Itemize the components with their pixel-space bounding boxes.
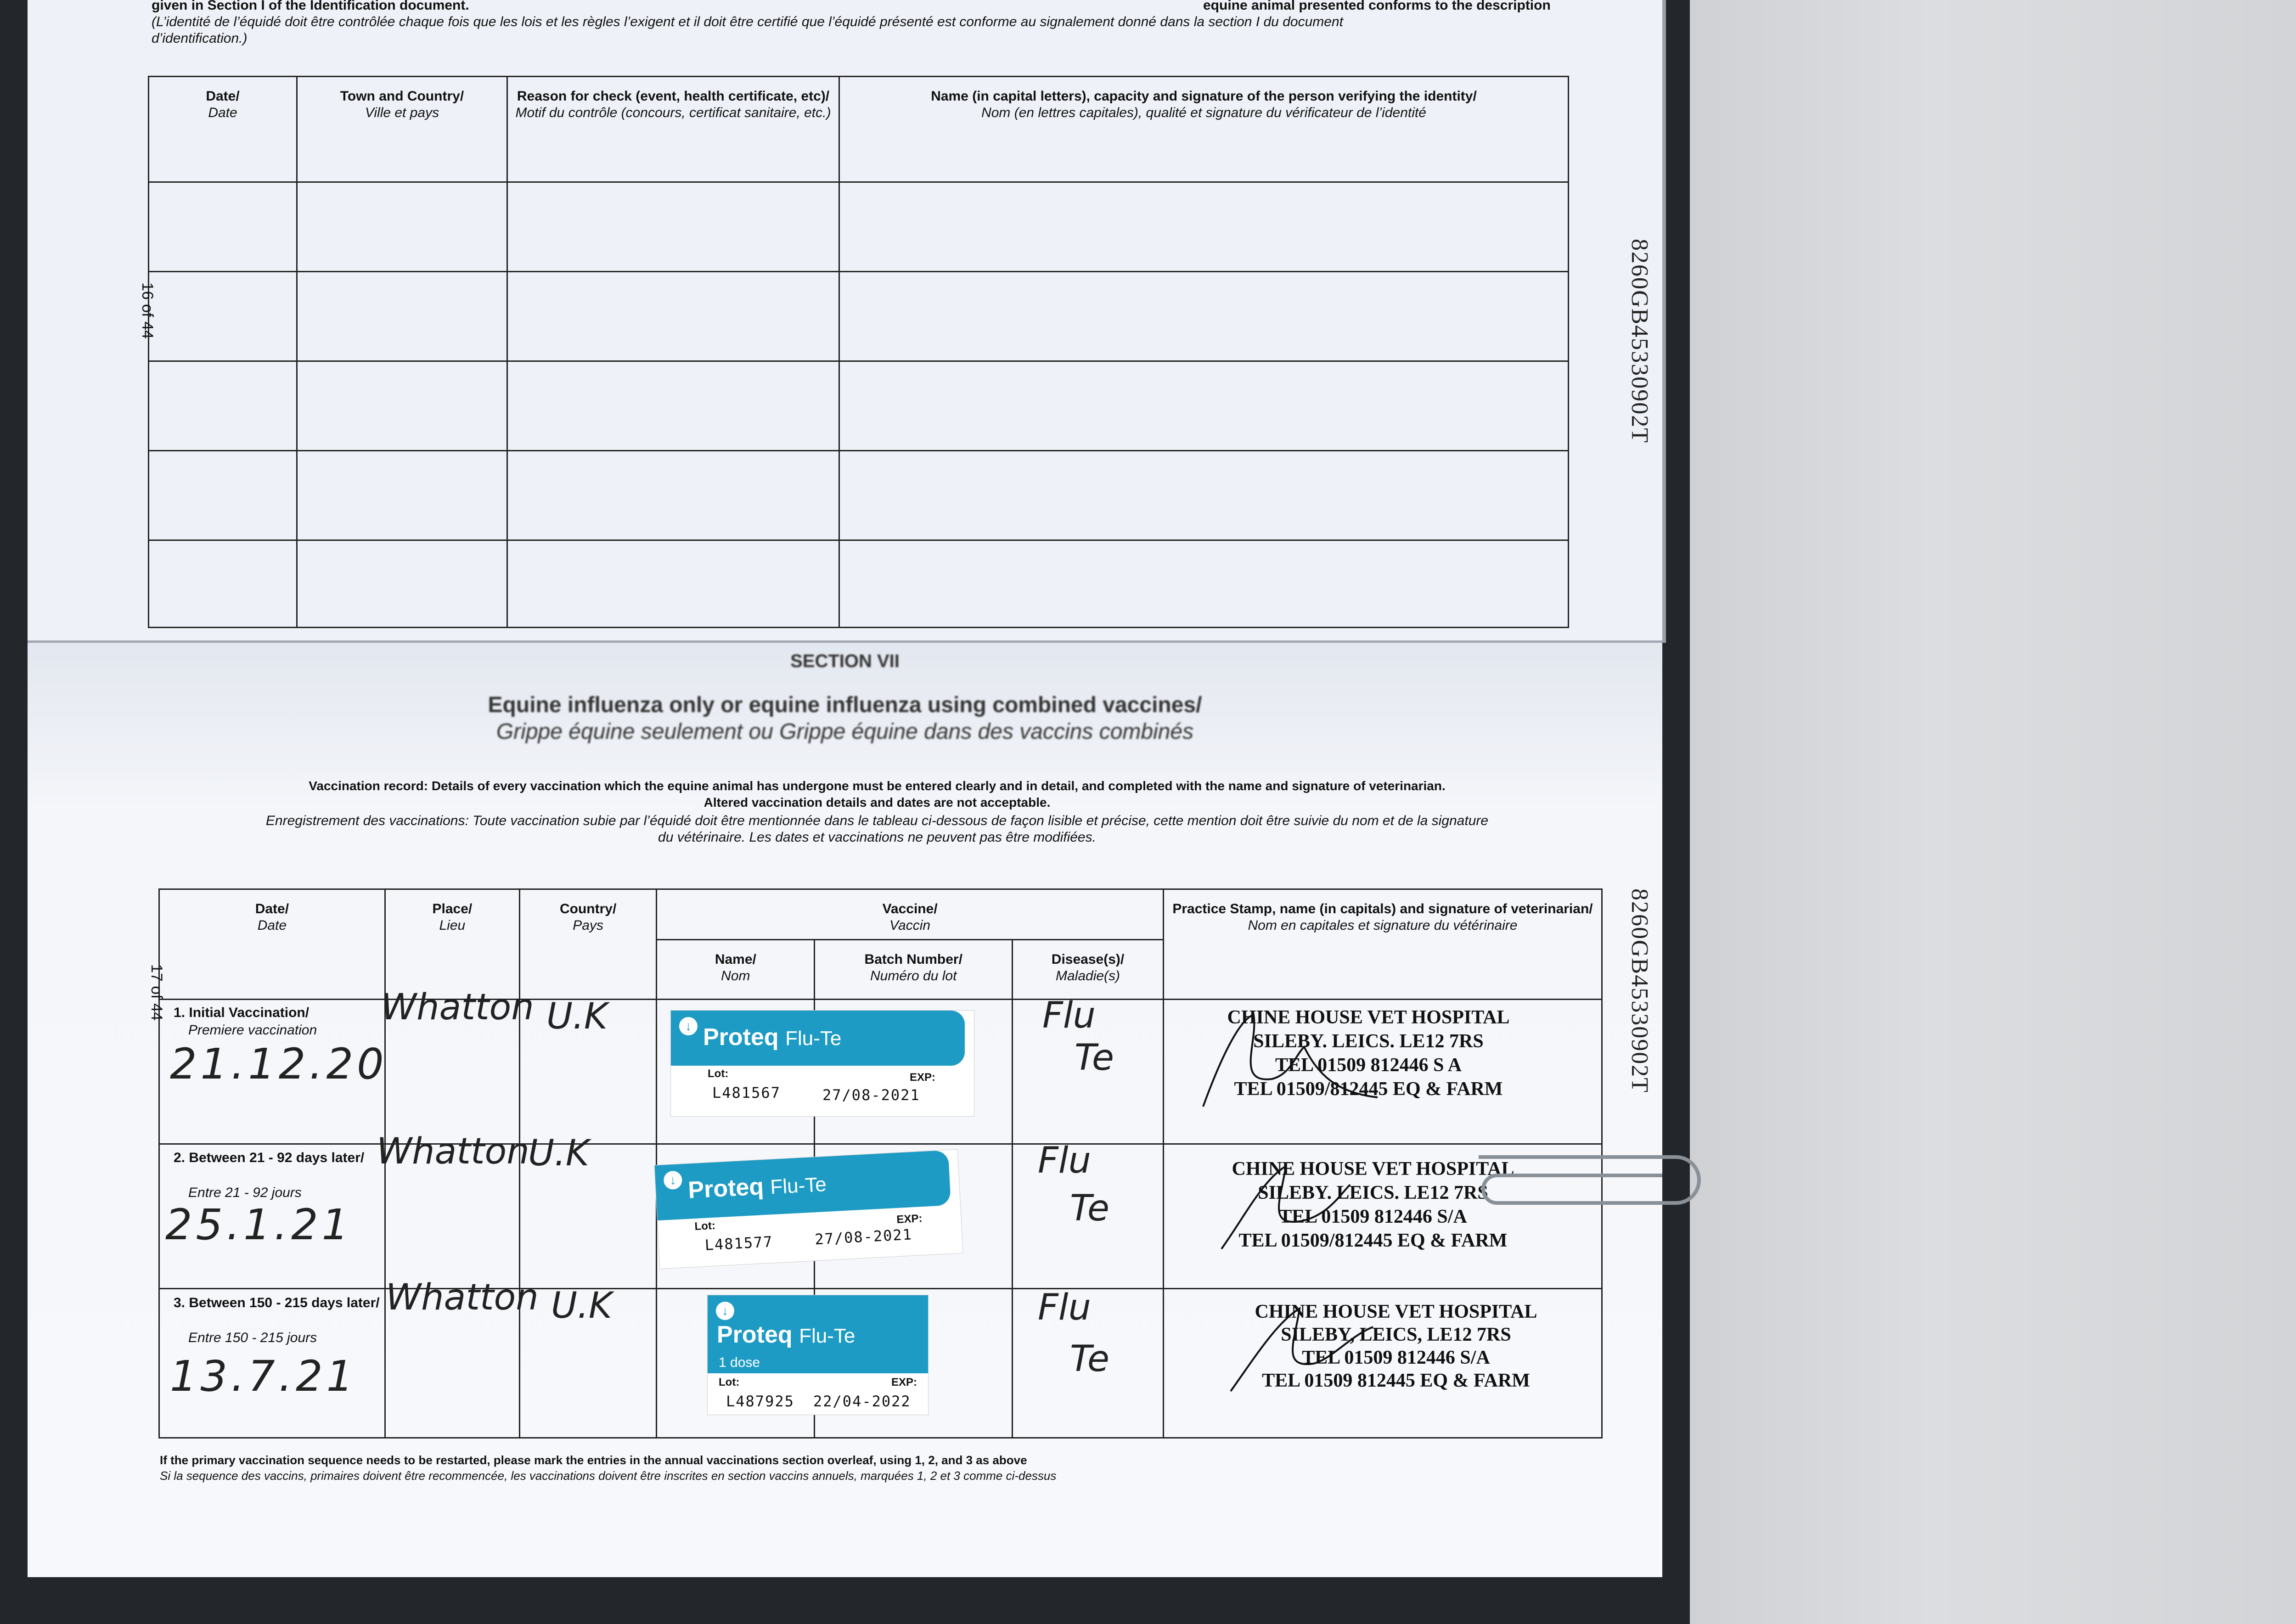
row3-practice-stamp: CHINE HOUSE VET HOSPITAL SILEBY, LEICS, LE12 7RS TEL 01509 812446 S/A TEL 01509 812445 EQ & FARM [1255,1301,1537,1391]
row2-label-fr: Entre 21 - 92 jours [188,1185,302,1200]
vaccine-brand: Proteq Flu-Te [703,1024,842,1051]
down-arrow-icon: ↓ [663,1170,682,1190]
cell [507,451,839,540]
row1-date: 21.12.20 [170,1040,388,1089]
row1-disease-2: Te [1075,1037,1114,1079]
vaccine-brand: Proteq Flu-Te [717,1321,855,1348]
lot-label: Lot: [694,1219,716,1233]
col-reason: Reason for check (event, health certificate, etc)/ Motif du contrôle (concours, certificat sanitaire, etc.) [507,77,839,182]
cell [839,361,1569,451]
cell [839,451,1569,540]
exp-label: EXP: [896,1212,923,1226]
cell [297,272,507,361]
cell [839,540,1569,628]
row3-signature [1221,1290,1451,1400]
row2-exp: 27/08-2021 [814,1225,913,1248]
col-practice-stamp: Practice Stamp, name (in capitals) and signature of veterinarian/ Nom en capitales et signature du vétérinaire [1163,889,1602,1000]
record-fr: Enregistrement des vaccinations: Toute vaccination subie par l’équidé doit être mentionnée dans le tableau ci-dessous de façon lisible et précise, cette mention doit être suivie du nom et de la signature [265,813,1489,828]
row3-disease-2: Te [1070,1338,1109,1380]
lot-label: Lot: [708,1068,729,1080]
row3-country: U.K [551,1285,613,1326]
passport-page-17 [28,643,1662,1577]
row2-date: 25.1.21 [165,1200,353,1249]
row3-disease-1: Flu [1038,1287,1091,1328]
section-title-en: Equine influenza only or equine influenza using combined vaccines/ [488,693,1202,717]
down-arrow-icon: ↓ [716,1302,734,1320]
row1-place: Whatton [381,987,534,1028]
row2-country: U.K [528,1133,590,1174]
row1-signature [1185,1001,1460,1111]
row1-label-fr: Premiere vaccination [188,1023,317,1038]
cell [149,361,297,451]
row3-lot: L487925 [726,1393,794,1410]
cell [297,361,507,451]
cell [149,451,297,540]
row2-label-en: 2. Between 21 - 92 days later/ [174,1150,365,1165]
row1-disease-1: Flu [1042,995,1096,1036]
down-arrow-icon: ↓ [679,1017,698,1035]
col-vaccine-name: Name/ Nom [657,940,815,1000]
intro-fr-2: d’identification.) [152,31,248,46]
row2-disease-2: Te [1070,1188,1109,1229]
row2-lot: L481577 [704,1233,774,1254]
side-code-bottom: 8260GB45330902T [1626,888,1653,1093]
col-place: Place/ Lieu [385,889,519,1000]
row1-practice-stamp: CHINE HOUSE VET HOSPITAL SILEBY. LEICS. LE12 7RS TEL 01509 812446 S A TEL 01509/812445 EQ & FARM [1227,1007,1510,1100]
lot-label: Lot: [719,1376,740,1388]
row3-dose: 1 dose [719,1355,760,1370]
vaccine-brand: Proteq Flu-Te [687,1173,827,1204]
exp-label: EXP: [910,1071,936,1084]
page-number-16: 16 of 44 [139,282,156,339]
cell [507,272,839,361]
col-town-country: Town and Country/ Ville et pays [297,77,507,182]
cell [149,272,297,361]
intro-fr: (L’identité de l’équidé doit être contrôlée chaque fois que les lois et les règles l’exigent et il doit être certifié que l’équidé présenté est conforme au signalement donné dans la section I du document [152,14,1343,29]
paper-clip-icon [1469,1148,1708,1212]
cell [839,182,1569,272]
cell [507,540,839,628]
col-batch-number: Batch Number/ Numéro du lot [815,940,1013,1000]
cell [149,182,297,272]
record-fr-2: du vétérinaire. Les dates et vaccinations ne peuvent pas être modifiées. [658,830,1096,845]
cell [507,361,839,451]
passport-page-16 [28,0,1666,643]
row2-disease-1: Flu [1038,1140,1091,1181]
row3-exp: 22/04-2022 [813,1393,911,1410]
row3-label-en: 3. Between 150 - 215 days later/ [174,1295,380,1310]
row3-date: 13.7.21 [170,1352,357,1401]
footer-en: If the primary vaccination sequence needs to be restarted, please mark the entries in the annual vaccinations section overleaf, using 1, 2, and 3 as above [160,1453,1027,1467]
col-disease: Disease(s)/ Maladie(s) [1013,940,1164,1000]
cell [297,451,507,540]
row2-signature [1212,1148,1442,1258]
row1-vaccine-label [670,1010,974,1117]
row3-vaccine-label [707,1295,929,1415]
row1-country: U.K [546,996,608,1037]
row2-practice-stamp: CHINE HOUSE VET HOSPITAL SILEBY. LEICS. LE12 7RS TEL 01509 812446 S/A TEL 01509/812445 EQ & FARM [1232,1158,1514,1251]
intro-en-right: equine animal presented conforms to the description [1203,0,1551,13]
record-en-2: Altered vaccination details and dates are not acceptable. [703,795,1051,809]
col-vaccine: Vaccine/ Vaccin [657,889,1164,940]
footer-fr: Si la sequence des vaccins, primaires doivent être recommencée, les vaccinations doivent être inscrites en section vaccins annuels, marquées 1, 2 et 3 comme ci-dessus [160,1469,1057,1483]
section-title-fr: Grippe équine seulement ou Grippe équine dans des vaccins combinés [496,719,1194,744]
identity-check-table [148,76,1569,628]
row1-exp: 27/08-2021 [822,1086,920,1104]
col-vacc-date: Date/ Date [159,889,385,1000]
row1-lot: L481567 [712,1084,781,1101]
page-number-17: 17 of 44 [148,964,165,1021]
col-verifier: Name (in capital letters), capacity and signature of the person verifying the identity/ Nom (en lettres capitales), qualité et signature du vérificateur de l’identité [839,77,1569,182]
row3-place: Whatton [386,1277,539,1318]
intro-en: given in Section I of the Identification document. [152,0,469,13]
cell [507,182,839,272]
side-code-top: 8260GB45330902T [1626,239,1653,444]
col-country: Country/ Pays [519,889,656,1000]
row2-place: Whatton [377,1131,529,1172]
cell [297,182,507,272]
section-heading: SECTION VII [790,651,900,671]
col-date: Date/ Date [149,77,297,182]
row3-label-fr: Entre 150 - 215 jours [188,1330,317,1345]
row2-vaccine-label [654,1149,963,1269]
scanner-background [1690,0,2296,1624]
exp-label: EXP: [891,1376,917,1388]
record-en: Vaccination record: Details of every vaccination which the equine animal has undergone must be entered clearly and in detail, and completed with the name and signature of veterinarian. [309,779,1446,793]
row1-label-en: 1. Initial Vaccination/ [174,1005,310,1020]
cell [839,272,1569,361]
cell [297,540,507,628]
cell [149,540,297,628]
